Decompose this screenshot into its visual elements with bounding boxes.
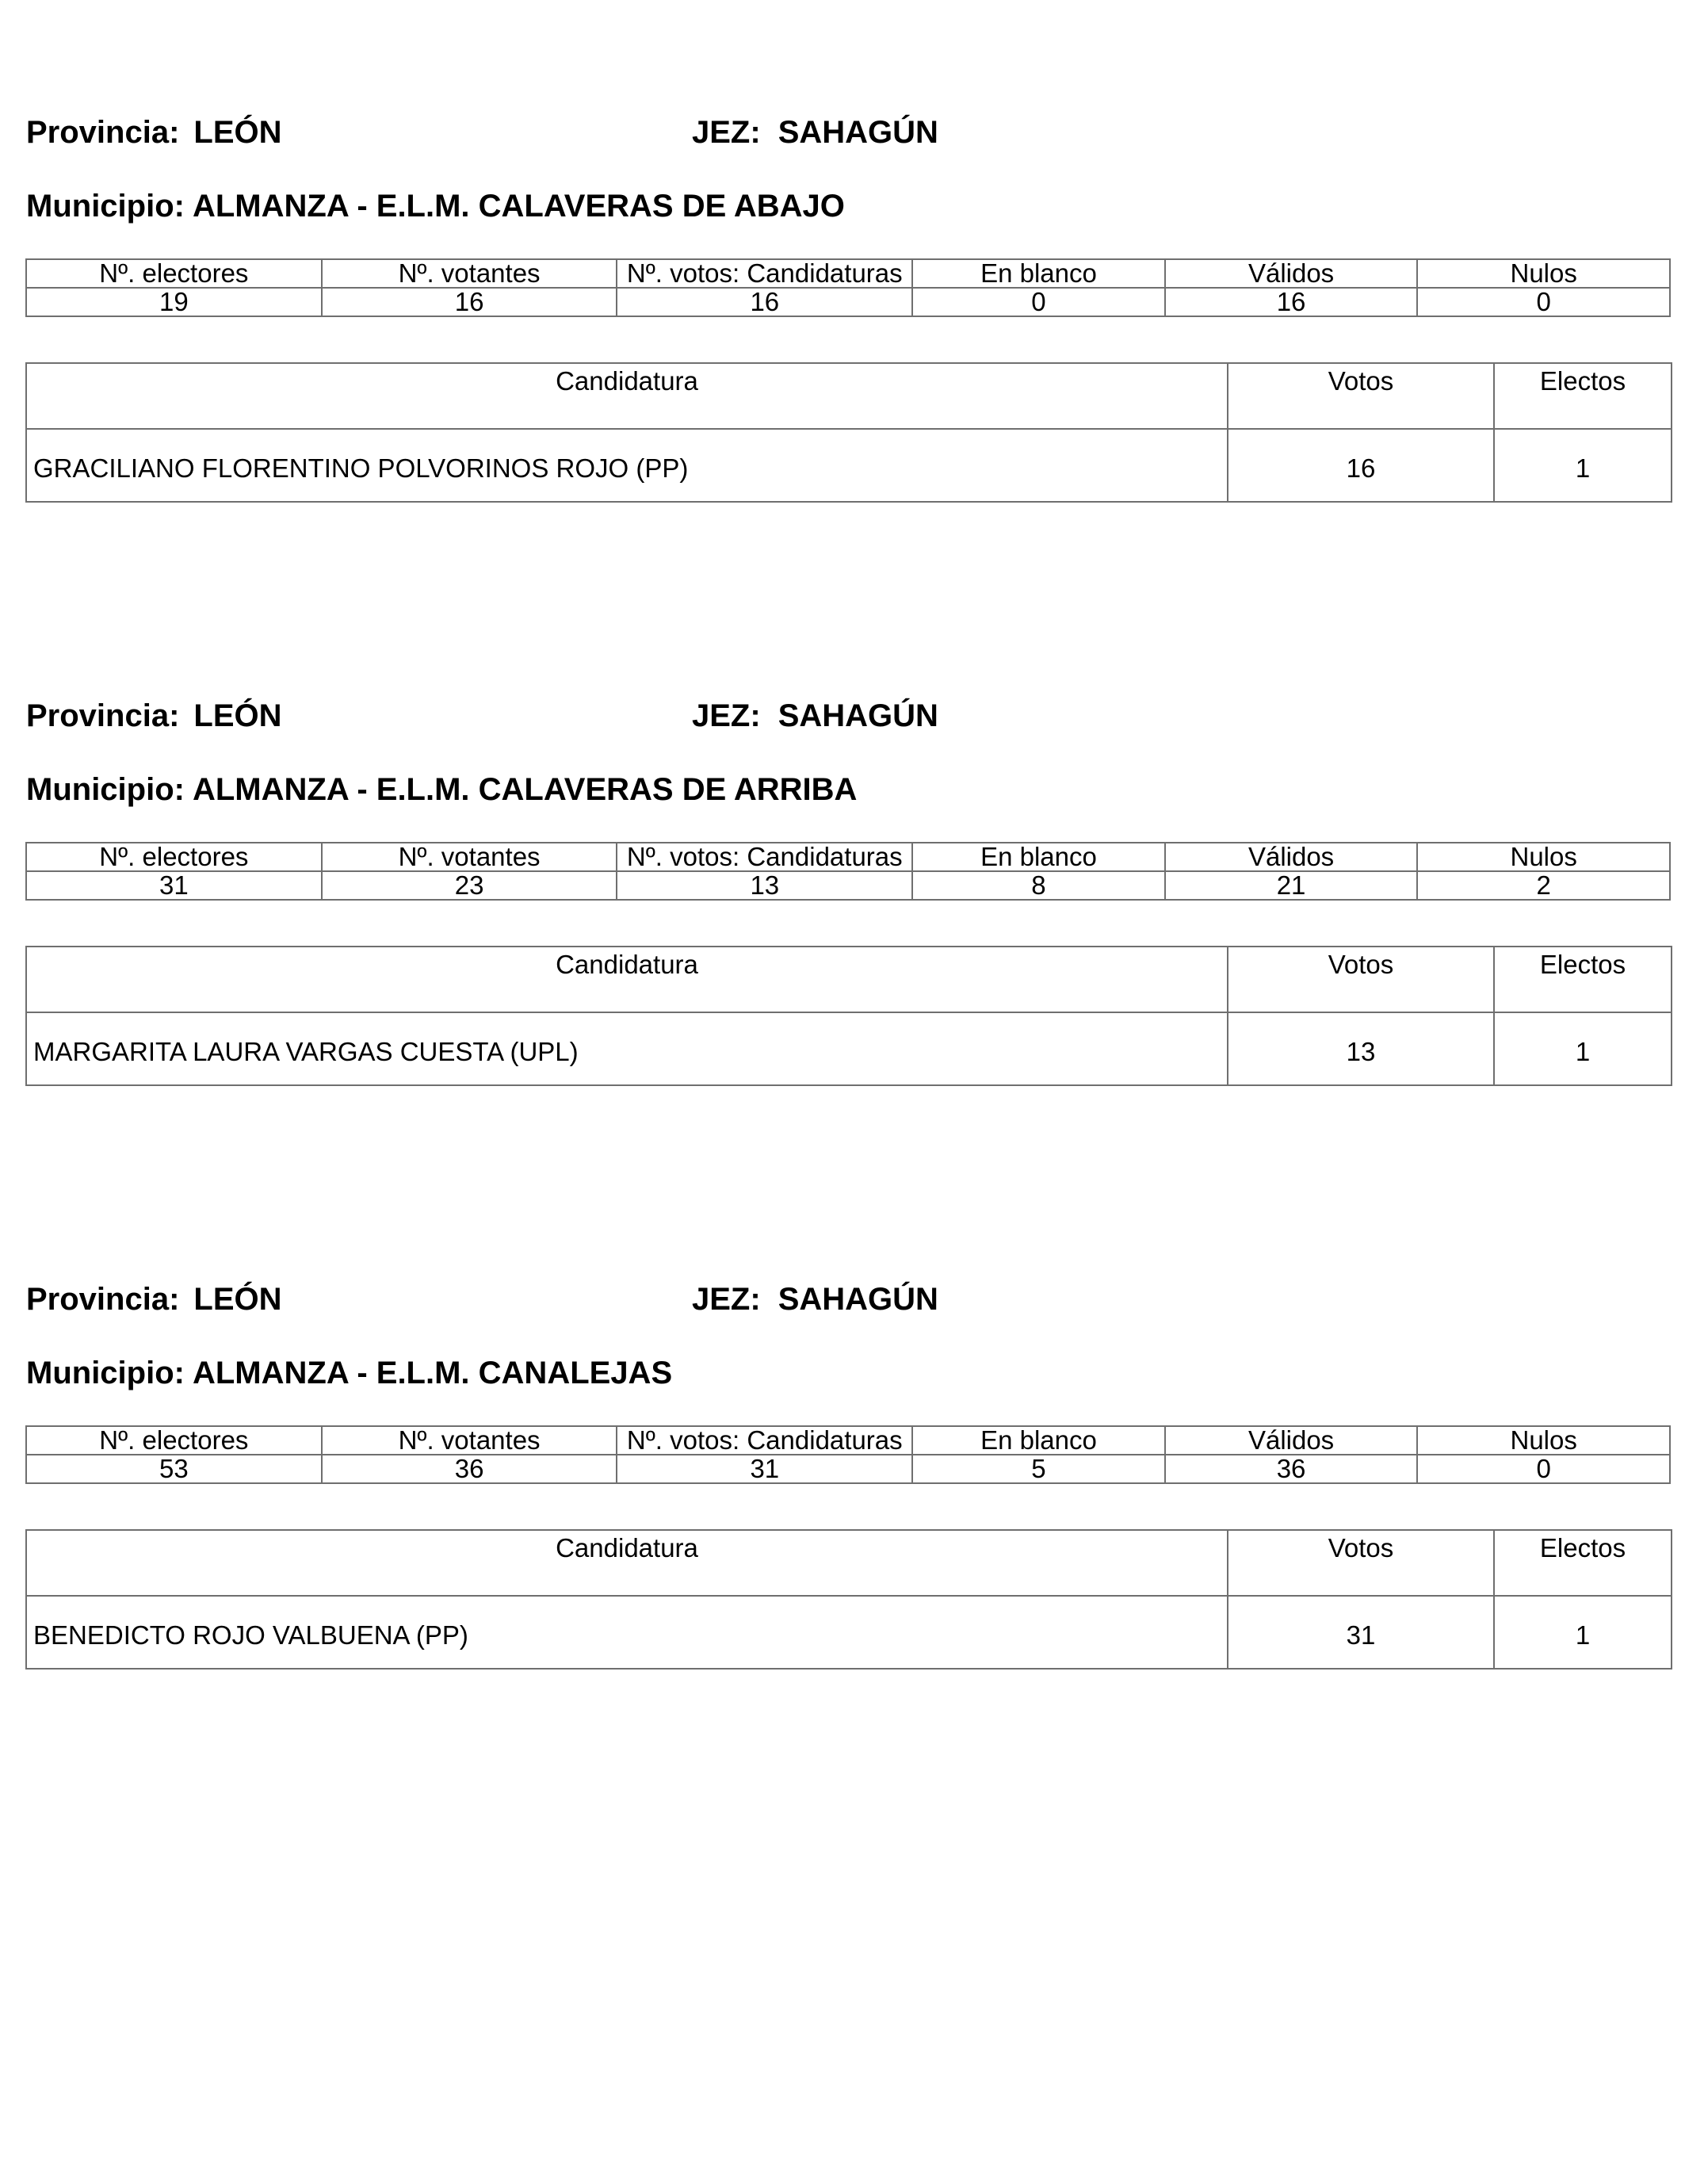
candidate-row bbox=[26, 429, 1672, 502]
jez-value: SAHAGÚN bbox=[778, 698, 938, 733]
stats-header-en-blanco: En blanco bbox=[912, 1426, 1165, 1455]
provincia-value: LEÓN bbox=[193, 115, 282, 150]
stats-table bbox=[25, 842, 1671, 901]
candidate-name: GRACILIANO FLORENTINO POLVORINOS ROJO (PP) bbox=[26, 429, 1228, 502]
stats-header-votos-candidaturas: Nº. votos: Candidaturas bbox=[617, 259, 912, 288]
stats-header-votos-candidaturas: Nº. votos: Candidaturas bbox=[617, 843, 912, 871]
candidatura-header: Candidatura bbox=[26, 947, 1228, 1012]
stats-value-electores: 31 bbox=[26, 871, 322, 900]
candidatura-table bbox=[25, 1529, 1672, 1670]
provincia-line bbox=[26, 697, 282, 735]
stats-value-nulos: 0 bbox=[1417, 288, 1670, 316]
stats-value-validos: 21 bbox=[1165, 871, 1418, 900]
municipio-label: Municipio: bbox=[26, 772, 185, 807]
stats-header-nulos: Nulos bbox=[1417, 1426, 1670, 1455]
votos-header: Votos bbox=[1228, 1530, 1494, 1596]
votos-header: Votos bbox=[1228, 947, 1494, 1012]
municipio-line bbox=[26, 187, 845, 225]
candidate-electos: 1 bbox=[1494, 1596, 1672, 1669]
candidatura-header: Candidatura bbox=[26, 363, 1228, 429]
candidatura-header-row bbox=[26, 1530, 1672, 1596]
stats-header-electores: Nº. electores bbox=[26, 259, 322, 288]
stats-header-electores: Nº. electores bbox=[26, 1426, 322, 1455]
candidatura-header: Candidatura bbox=[26, 1530, 1228, 1596]
stats-header-nulos: Nulos bbox=[1417, 843, 1670, 871]
candidate-votos: 31 bbox=[1228, 1596, 1494, 1669]
municipio-label: Municipio: bbox=[26, 189, 185, 224]
candidatura-table bbox=[25, 362, 1672, 503]
candidatura-header-row bbox=[26, 947, 1672, 1012]
stats-value-validos: 16 bbox=[1165, 288, 1418, 316]
jez-label: JEZ: bbox=[692, 698, 761, 733]
stats-header-nulos: Nulos bbox=[1417, 259, 1670, 288]
provincia-label: Provincia: bbox=[26, 698, 180, 733]
candidate-electos: 1 bbox=[1494, 1012, 1672, 1085]
stats-value-en-blanco: 5 bbox=[912, 1455, 1165, 1483]
stats-value-votantes: 23 bbox=[322, 871, 617, 900]
municipio-section-3 bbox=[0, 1167, 1685, 1650]
candidate-electos: 1 bbox=[1494, 429, 1672, 502]
stats-header-validos: Válidos bbox=[1165, 843, 1418, 871]
stats-header-row bbox=[26, 1426, 1670, 1455]
jez-value: SAHAGÚN bbox=[778, 115, 938, 150]
candidatura-table bbox=[25, 946, 1672, 1086]
jez-label: JEZ: bbox=[692, 115, 761, 150]
stats-value-en-blanco: 0 bbox=[912, 288, 1165, 316]
candidate-votos: 16 bbox=[1228, 429, 1494, 502]
jez-line bbox=[692, 113, 938, 151]
stats-table bbox=[25, 258, 1671, 317]
municipio-label: Municipio: bbox=[26, 1356, 185, 1390]
municipio-value: ALMANZA - E.L.M. CALAVERAS DE ABAJO bbox=[192, 189, 845, 224]
candidatura-header-row bbox=[26, 363, 1672, 429]
provincia-label: Provincia: bbox=[26, 115, 180, 150]
stats-value-en-blanco: 8 bbox=[912, 871, 1165, 900]
stats-header-validos: Válidos bbox=[1165, 259, 1418, 288]
municipio-line bbox=[26, 1354, 672, 1392]
jez-line bbox=[692, 1280, 938, 1318]
stats-header-en-blanco: En blanco bbox=[912, 259, 1165, 288]
provincia-value: LEÓN bbox=[193, 698, 282, 733]
stats-value-electores: 19 bbox=[26, 288, 322, 316]
provincia-label: Provincia: bbox=[26, 1282, 180, 1317]
votos-header: Votos bbox=[1228, 363, 1494, 429]
candidate-row bbox=[26, 1596, 1672, 1669]
stats-header-electores: Nº. electores bbox=[26, 843, 322, 871]
electos-header: Electos bbox=[1494, 1530, 1672, 1596]
stats-value-electores: 53 bbox=[26, 1455, 322, 1483]
provincia-line bbox=[26, 1280, 282, 1318]
stats-value-row bbox=[26, 288, 1670, 316]
stats-value-votos-candidaturas: 16 bbox=[617, 288, 912, 316]
municipio-value: ALMANZA - E.L.M. CANALEJAS bbox=[192, 1356, 673, 1390]
provincia-value: LEÓN bbox=[193, 1282, 282, 1317]
stats-header-en-blanco: En blanco bbox=[912, 843, 1165, 871]
municipio-section-1 bbox=[0, 0, 1685, 483]
stats-header-votantes: Nº. votantes bbox=[322, 843, 617, 871]
jez-label: JEZ: bbox=[692, 1282, 761, 1317]
municipio-section-2 bbox=[0, 583, 1685, 1066]
stats-value-votos-candidaturas: 31 bbox=[617, 1455, 912, 1483]
stats-value-nulos: 0 bbox=[1417, 1455, 1670, 1483]
stats-value-row bbox=[26, 871, 1670, 900]
stats-header-validos: Válidos bbox=[1165, 1426, 1418, 1455]
stats-header-row bbox=[26, 843, 1670, 871]
stats-value-row bbox=[26, 1455, 1670, 1483]
stats-value-votantes: 36 bbox=[322, 1455, 617, 1483]
municipio-line bbox=[26, 771, 857, 809]
provincia-line bbox=[26, 113, 282, 151]
stats-value-validos: 36 bbox=[1165, 1455, 1418, 1483]
stats-value-votos-candidaturas: 13 bbox=[617, 871, 912, 900]
stats-header-votantes: Nº. votantes bbox=[322, 1426, 617, 1455]
municipio-value: ALMANZA - E.L.M. CALAVERAS DE ARRIBA bbox=[192, 772, 858, 807]
stats-value-votantes: 16 bbox=[322, 288, 617, 316]
stats-table bbox=[25, 1425, 1671, 1484]
jez-line bbox=[692, 697, 938, 735]
candidate-votos: 13 bbox=[1228, 1012, 1494, 1085]
electos-header: Electos bbox=[1494, 363, 1672, 429]
candidate-row bbox=[26, 1012, 1672, 1085]
candidate-name: BENEDICTO ROJO VALBUENA (PP) bbox=[26, 1596, 1228, 1669]
stats-value-nulos: 2 bbox=[1417, 871, 1670, 900]
candidate-name: MARGARITA LAURA VARGAS CUESTA (UPL) bbox=[26, 1012, 1228, 1085]
stats-header-votos-candidaturas: Nº. votos: Candidaturas bbox=[617, 1426, 912, 1455]
stats-header-votantes: Nº. votantes bbox=[322, 259, 617, 288]
stats-header-row bbox=[26, 259, 1670, 288]
jez-value: SAHAGÚN bbox=[778, 1282, 938, 1317]
electos-header: Electos bbox=[1494, 947, 1672, 1012]
